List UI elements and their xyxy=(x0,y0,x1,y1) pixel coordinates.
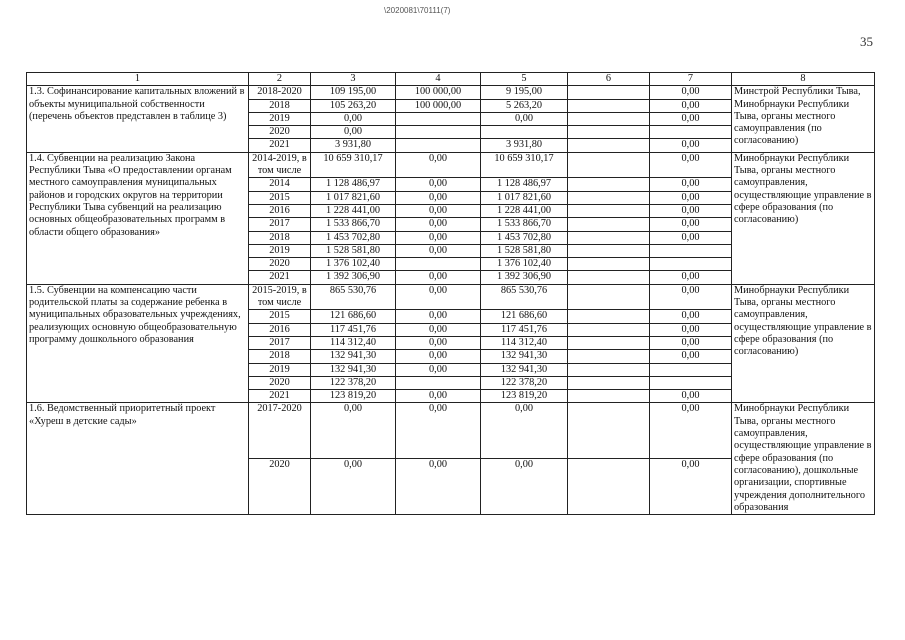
amount-cell: 0,00 xyxy=(650,191,732,204)
period-cell: 2018 xyxy=(249,350,311,363)
amount-cell xyxy=(568,403,650,459)
amount-cell: 5 263,20 xyxy=(481,99,568,112)
amount-cell: 0,00 xyxy=(650,139,732,152)
amount-cell: 114 312,40 xyxy=(311,336,396,349)
amount-cell xyxy=(568,204,650,217)
column-number: 3 xyxy=(311,73,396,86)
amount-cell xyxy=(396,112,481,125)
amount-cell xyxy=(650,376,732,389)
amount-cell: 865 530,76 xyxy=(311,284,396,310)
amount-cell: 10 659 310,17 xyxy=(481,152,568,178)
amount-cell: 865 530,76 xyxy=(481,284,568,310)
event-name-cell: 1.5. Субвенции на компенсацию части родительской платы за содержание ребенка в муниципальных образовательных учреждениях, реализующих основную общеобразовательную программу дошкольного образования xyxy=(27,284,249,403)
period-cell: 2016 xyxy=(249,204,311,217)
period-cell: 2014-2019, в том числе xyxy=(249,152,311,178)
amount-cell: 3 931,80 xyxy=(311,139,396,152)
amount-cell: 10 659 310,17 xyxy=(311,152,396,178)
amount-cell: 0,00 xyxy=(396,244,481,257)
column-number: 5 xyxy=(481,73,568,86)
amount-cell xyxy=(568,459,650,515)
amount-cell xyxy=(568,191,650,204)
amount-cell: 1 528 581,80 xyxy=(481,244,568,257)
responsible-cell: Минобрнауки Республики Тыва, органы местного самоуправления, осуществляющие управление в сфере образования (по согласованию), дошкольные организации, спортивные учреждения дополнительного образования xyxy=(732,403,875,515)
period-cell: 2015-2019, в том числе xyxy=(249,284,311,310)
amount-cell xyxy=(568,231,650,244)
amount-cell: 0,00 xyxy=(396,152,481,178)
amount-cell: 0,00 xyxy=(650,152,732,178)
period-cell: 2019 xyxy=(249,363,311,376)
amount-cell: 0,00 xyxy=(650,99,732,112)
period-cell: 2015 xyxy=(249,191,311,204)
amount-cell: 123 819,20 xyxy=(311,390,396,403)
period-cell: 2014 xyxy=(249,178,311,191)
amount-cell: 1 392 306,90 xyxy=(481,271,568,284)
amount-cell: 132 941,30 xyxy=(311,363,396,376)
funding-table xyxy=(26,72,875,515)
amount-cell: 132 941,30 xyxy=(481,363,568,376)
amount-cell: 1 528 581,80 xyxy=(311,244,396,257)
table-row xyxy=(27,86,875,99)
period-cell: 2016 xyxy=(249,323,311,336)
amount-cell xyxy=(568,284,650,310)
amount-cell: 0,00 xyxy=(396,204,481,217)
amount-cell: 0,00 xyxy=(396,231,481,244)
amount-cell xyxy=(481,126,568,139)
amount-cell: 1 228 441,00 xyxy=(311,204,396,217)
amount-cell: 109 195,00 xyxy=(311,86,396,99)
amount-cell: 0,00 xyxy=(650,178,732,191)
amount-cell xyxy=(396,139,481,152)
column-number: 6 xyxy=(568,73,650,86)
amount-cell: 114 312,40 xyxy=(481,336,568,349)
amount-cell: 117 451,76 xyxy=(481,323,568,336)
event-name-cell: 1.6. Ведомственный приоритетный проект «Хуреш в детские сады» xyxy=(27,403,249,515)
amount-cell xyxy=(650,244,732,257)
amount-cell: 0,00 xyxy=(481,459,568,515)
amount-cell: 121 686,60 xyxy=(481,310,568,323)
amount-cell xyxy=(396,376,481,389)
amount-cell: 1 017 821,60 xyxy=(311,191,396,204)
period-cell: 2019 xyxy=(249,112,311,125)
amount-cell xyxy=(568,376,650,389)
amount-cell xyxy=(396,258,481,271)
column-number: 8 xyxy=(732,73,875,86)
amount-cell: 0,00 xyxy=(311,126,396,139)
period-cell: 2017-2020 xyxy=(249,403,311,459)
amount-cell xyxy=(568,218,650,231)
amount-cell: 0,00 xyxy=(396,336,481,349)
amount-cell: 0,00 xyxy=(650,459,732,515)
amount-cell xyxy=(650,126,732,139)
amount-cell: 0,00 xyxy=(650,86,732,99)
amount-cell xyxy=(396,126,481,139)
amount-cell xyxy=(568,112,650,125)
responsible-cell: Минстрой Республики Тыва, Минобрнауки Республики Тыва, органы местного самоуправления (по согласованию) xyxy=(732,86,875,152)
amount-cell: 0,00 xyxy=(311,459,396,515)
amount-cell: 0,00 xyxy=(396,178,481,191)
amount-cell xyxy=(568,336,650,349)
amount-cell: 0,00 xyxy=(650,112,732,125)
amount-cell: 0,00 xyxy=(396,459,481,515)
period-cell: 2020 xyxy=(249,126,311,139)
amount-cell: 0,00 xyxy=(396,284,481,310)
amount-cell xyxy=(568,258,650,271)
amount-cell xyxy=(568,310,650,323)
amount-cell xyxy=(568,350,650,363)
responsible-cell: Минобрнауки Республики Тыва, органы местного самоуправления, осуществляющие управление в сфере образования (по согласованию) xyxy=(732,152,875,284)
amount-cell: 0,00 xyxy=(396,218,481,231)
amount-cell: 0,00 xyxy=(650,271,732,284)
amount-cell xyxy=(650,363,732,376)
amount-cell: 1 533 866,70 xyxy=(311,218,396,231)
amount-cell: 0,00 xyxy=(650,310,732,323)
amount-cell xyxy=(568,390,650,403)
period-cell: 2021 xyxy=(249,390,311,403)
amount-cell: 0,00 xyxy=(311,403,396,459)
amount-cell: 0,00 xyxy=(650,218,732,231)
amount-cell xyxy=(568,139,650,152)
amount-cell: 0,00 xyxy=(650,403,732,459)
table-row xyxy=(27,284,875,310)
amount-cell: 0,00 xyxy=(481,112,568,125)
table-row xyxy=(27,403,875,459)
amount-cell xyxy=(568,323,650,336)
period-cell: 2019 xyxy=(249,244,311,257)
period-cell: 2015 xyxy=(249,310,311,323)
event-name-cell: 1.3. Софинансирование капитальных вложений в объекты муниципальной собственности (перечень объектов представлен в таблице 3) xyxy=(27,86,249,152)
column-number: 1 xyxy=(27,73,249,86)
period-cell: 2020 xyxy=(249,376,311,389)
period-cell: 2021 xyxy=(249,139,311,152)
amount-cell: 0,00 xyxy=(396,191,481,204)
amount-cell xyxy=(568,99,650,112)
amount-cell: 122 378,20 xyxy=(311,376,396,389)
column-number: 2 xyxy=(249,73,311,86)
column-number: 7 xyxy=(650,73,732,86)
amount-cell xyxy=(568,178,650,191)
amount-cell xyxy=(568,126,650,139)
amount-cell: 117 451,76 xyxy=(311,323,396,336)
amount-cell xyxy=(568,86,650,99)
period-cell: 2020 xyxy=(249,258,311,271)
amount-cell xyxy=(650,258,732,271)
amount-cell: 100 000,00 xyxy=(396,99,481,112)
amount-cell: 0,00 xyxy=(650,284,732,310)
amount-cell: 0,00 xyxy=(311,112,396,125)
amount-cell: 121 686,60 xyxy=(311,310,396,323)
amount-cell: 132 941,30 xyxy=(311,350,396,363)
amount-cell: 1 453 702,80 xyxy=(481,231,568,244)
amount-cell: 1 128 486,97 xyxy=(311,178,396,191)
amount-cell: 0,00 xyxy=(396,350,481,363)
amount-cell: 100 000,00 xyxy=(396,86,481,99)
amount-cell: 1 392 306,90 xyxy=(311,271,396,284)
amount-cell: 1 453 702,80 xyxy=(311,231,396,244)
amount-cell: 1 533 866,70 xyxy=(481,218,568,231)
amount-cell: 0,00 xyxy=(650,390,732,403)
period-cell: 2018 xyxy=(249,99,311,112)
amount-cell: 0,00 xyxy=(650,323,732,336)
period-cell: 2017 xyxy=(249,336,311,349)
amount-cell: 0,00 xyxy=(650,336,732,349)
amount-cell: 0,00 xyxy=(396,323,481,336)
period-cell: 2018 xyxy=(249,231,311,244)
page-number: 35 xyxy=(860,34,873,49)
amount-cell xyxy=(568,244,650,257)
period-cell: 2021 xyxy=(249,271,311,284)
amount-cell: 1 128 486,97 xyxy=(481,178,568,191)
amount-cell: 3 931,80 xyxy=(481,139,568,152)
amount-cell: 0,00 xyxy=(481,403,568,459)
amount-cell: 122 378,20 xyxy=(481,376,568,389)
amount-cell: 1 376 102,40 xyxy=(481,258,568,271)
period-cell: 2020 xyxy=(249,459,311,515)
amount-cell: 132 941,30 xyxy=(481,350,568,363)
amount-cell: 1 376 102,40 xyxy=(311,258,396,271)
amount-cell: 123 819,20 xyxy=(481,390,568,403)
amount-cell: 1 017 821,60 xyxy=(481,191,568,204)
responsible-cell: Минобрнауки Республики Тыва, органы местного самоуправления, осуществляющие управление в сфере образования (по согласованию) xyxy=(732,284,875,403)
amount-cell: 0,00 xyxy=(396,390,481,403)
amount-cell: 0,00 xyxy=(396,310,481,323)
amount-cell: 0,00 xyxy=(396,363,481,376)
amount-cell: 0,00 xyxy=(650,350,732,363)
amount-cell: 0,00 xyxy=(650,204,732,217)
column-number-row xyxy=(27,73,875,86)
period-cell: 2018-2020 xyxy=(249,86,311,99)
amount-cell xyxy=(568,152,650,178)
amount-cell: 0,00 xyxy=(650,231,732,244)
event-name-cell: 1.4. Субвенции на реализацию Закона Республики Тыва «О предоставлении органам местного самоуправления муниципальных районов и городских округов на территории Республики Тыва субвенций на реализацию основных общеобразовательных программ в области общего образования» xyxy=(27,152,249,284)
amount-cell: 0,00 xyxy=(396,271,481,284)
amount-cell: 105 263,20 xyxy=(311,99,396,112)
amount-cell: 9 195,00 xyxy=(481,86,568,99)
amount-cell xyxy=(568,271,650,284)
column-number: 4 xyxy=(396,73,481,86)
amount-cell: 1 228 441,00 xyxy=(481,204,568,217)
amount-cell: 0,00 xyxy=(396,403,481,459)
document-id: \2020081\70111(7) xyxy=(384,6,451,15)
amount-cell xyxy=(568,363,650,376)
period-cell: 2017 xyxy=(249,218,311,231)
table-row xyxy=(27,152,875,178)
